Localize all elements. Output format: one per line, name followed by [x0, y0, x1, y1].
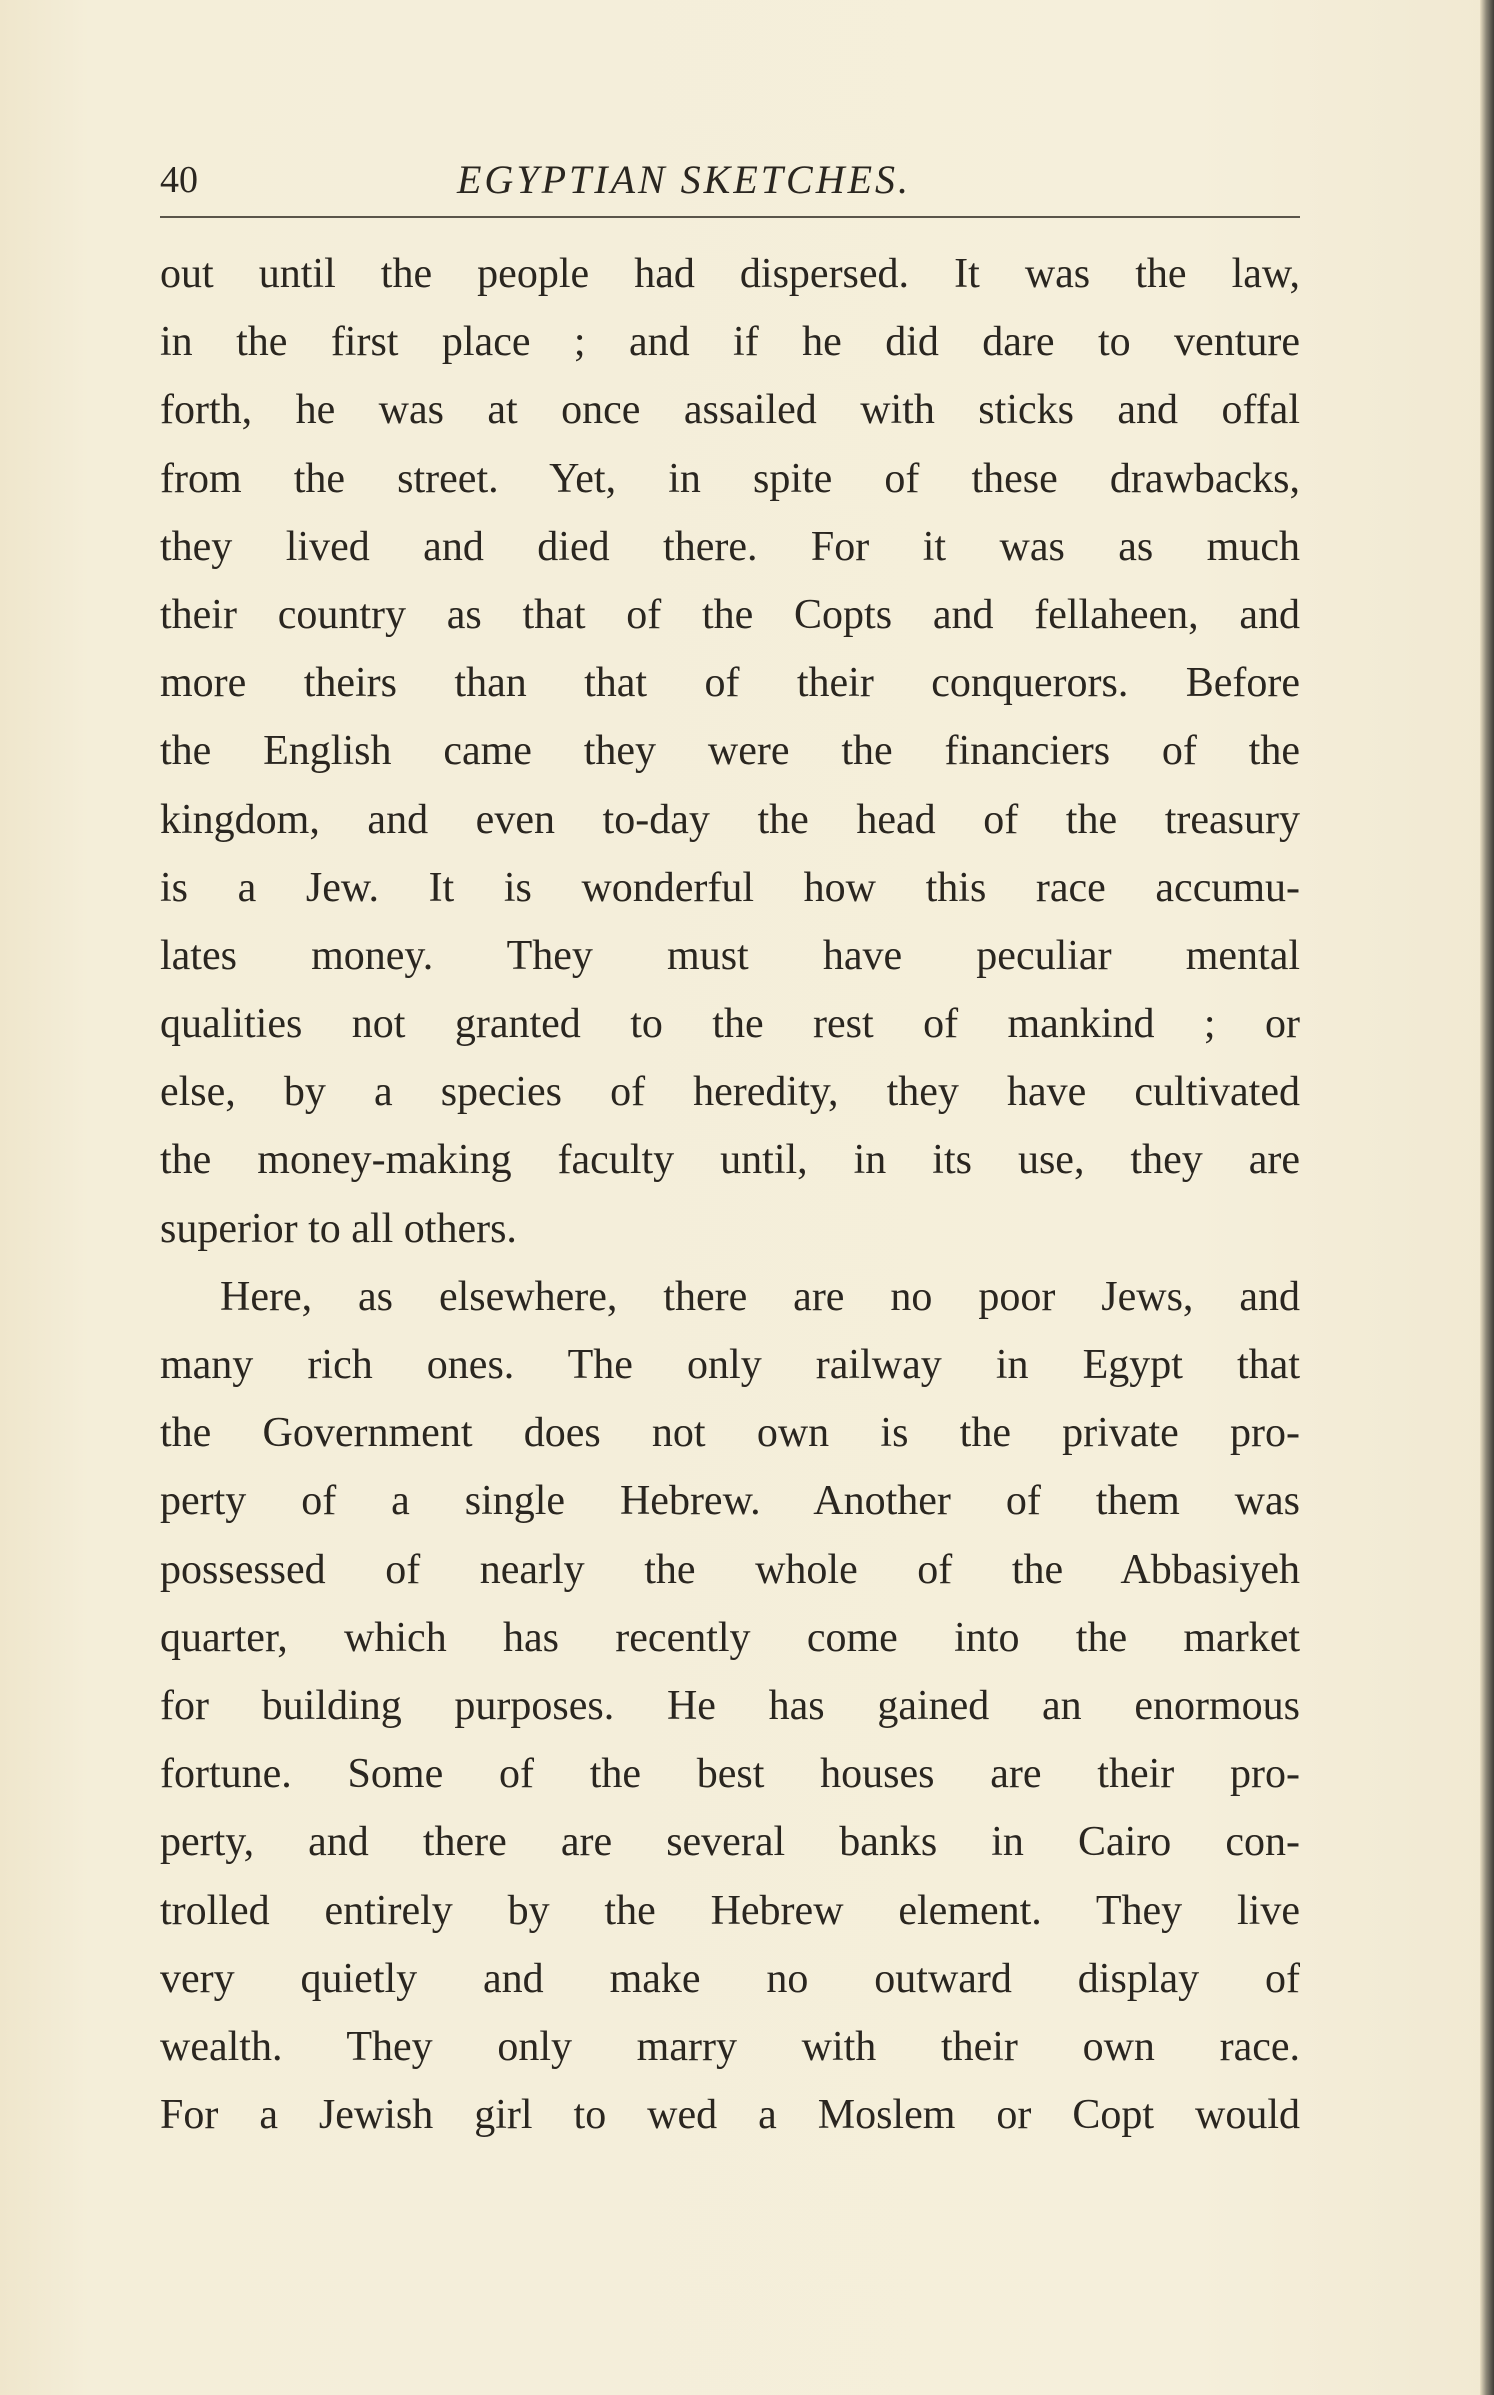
header-rule: [160, 216, 1300, 218]
text-line: kingdom, and even to-day the head of the treasury: [160, 796, 1300, 843]
text-line: lates money. They must have peculiar mental: [160, 932, 1300, 979]
text-line: many rich ones. The only railway in Egypt that: [160, 1342, 1300, 1388]
text-line: more theirs than that of their conquerors. Before: [160, 660, 1300, 707]
page-edge-shadow: [1480, 0, 1494, 2395]
text-line: the English came they were the financiers of the: [160, 728, 1300, 775]
page-header: [160, 150, 1300, 210]
text-line: possessed of nearly the whole of the Abbasiyeh: [160, 1546, 1300, 1593]
text-line: very quietly and make no outward display of: [160, 1955, 1300, 2002]
text-line: their country as that of the Copts and fellaheen, and: [160, 591, 1300, 638]
text-line: perty, and there are several banks in Cairo con-: [160, 1819, 1300, 1866]
text-line: they lived and died there. For it was as much: [160, 523, 1300, 570]
text-line: else, by a species of heredity, they have cultivated: [160, 1069, 1300, 1116]
text-line: in the first place ; and if he did dare to venture: [160, 319, 1300, 366]
text-line: from the street. Yet, in spite of these drawbacks,: [160, 455, 1300, 502]
text-line: fortune. Some of the best houses are their pro-: [160, 1751, 1300, 1798]
text-line: for building purposes. He has gained an enormous: [160, 1682, 1300, 1729]
text-line: Here, as elsewhere, there are no poor Jews, and: [220, 1273, 1300, 1320]
text-line: wealth. They only marry with their own race.: [160, 2023, 1300, 2070]
text-line: out until the people had dispersed. It was the law,: [160, 251, 1300, 297]
text-line: forth, he was at once assailed with sticks and offal: [160, 387, 1300, 434]
text-line: superior to all others.: [160, 1205, 517, 1252]
text-line: the Government does not own is the private pro-: [160, 1410, 1300, 1457]
text-line: For a Jewish girl to wed a Moslem or Copt would: [160, 2092, 1300, 2139]
text-line: is a Jew. It is wonderful how this race accumu-: [160, 864, 1300, 911]
running-title: EGYPTIAN SKETCHES.: [457, 157, 912, 202]
text-line: the money-making faculty until, in its use, they are: [160, 1137, 1300, 1184]
text-line: trolled entirely by the Hebrew element. They live: [160, 1887, 1300, 1934]
page-number: 40: [160, 159, 198, 201]
text-line: perty of a single Hebrew. Another of them was: [160, 1478, 1300, 1525]
body-text: [160, 240, 1300, 2149]
text-line: qualities not granted to the rest of mankind ; or: [160, 1001, 1300, 1048]
text-line: quarter, which has recently come into the market: [160, 1614, 1300, 1661]
